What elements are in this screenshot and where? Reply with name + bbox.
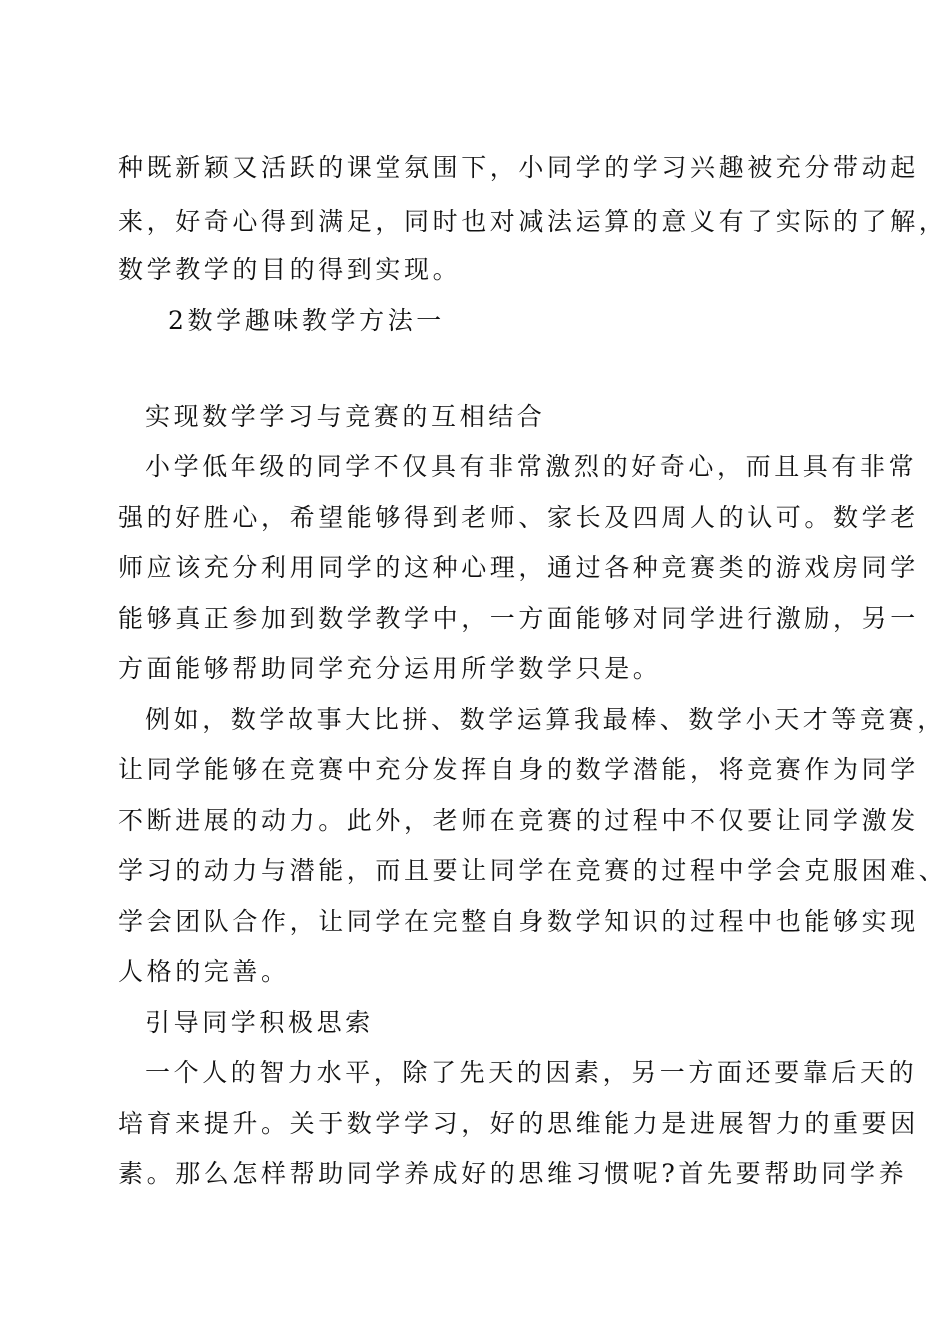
paragraph-line: 强的好胜心，希望能够得到老师、家长及四周人的认可。数学老 xyxy=(118,503,919,532)
paragraph-line: 数学教学的目的得到实现。 xyxy=(118,255,462,284)
paragraph-line: 例如，数学故事大比拼、数学运算我最棒、数学小天才等竞赛， xyxy=(145,705,946,734)
paragraph-line: 学习的动力与潜能，而且要让同学在竞赛的过程中学会克服困难、 xyxy=(118,856,948,885)
paragraph-line: 方面能够帮助同学充分运用所学数学只是。 xyxy=(118,654,662,683)
paragraph-line: 培育来提升。关于数学学习，好的思维能力是进展智力的重要因 xyxy=(118,1109,919,1138)
paragraph-line: 不断进展的动力。此外，老师在竞赛的过程中不仅要让同学激发 xyxy=(118,806,919,835)
paragraph-line: 师应该充分利用同学的这种心理，通过各种竞赛类的游戏房同学 xyxy=(118,553,919,582)
paragraph-line: 人格的完善。 xyxy=(118,957,290,986)
subsection-heading: 实现数学学习与竞赛的互相结合 xyxy=(145,402,546,431)
paragraph-line: 小学低年级的同学不仅具有非常激烈的好奇心，而且具有非常 xyxy=(145,452,918,481)
subsection-heading: 引导同学积极思索 xyxy=(145,1008,374,1037)
paragraph-line: 能够真正参加到数学教学中，一方面能够对同学进行激励，另一 xyxy=(118,604,919,633)
paragraph-line: 素。那么怎样帮助同学养成好的思维习惯呢?首先要帮助同学养 xyxy=(118,1159,908,1188)
section-heading: 2数学趣味教学方法一 xyxy=(168,306,445,335)
paragraph-line: 来，好奇心得到满足，同时也对减法运算的意义有了实际的了解， xyxy=(118,207,948,236)
paragraph-line: 让同学能够在竞赛中充分发挥自身的数学潜能，将竞赛作为同学 xyxy=(118,755,919,784)
paragraph-line: 一个人的智力水平，除了先天的因素，另一方面还要靠后天的 xyxy=(145,1058,918,1087)
paragraph-line: 种既新颖又活跃的课堂氛围下，小同学的学习兴趣被充分带动起 xyxy=(118,153,919,182)
paragraph-line: 学会团队合作，让同学在完整自身数学知识的过程中也能够实现 xyxy=(118,907,919,936)
